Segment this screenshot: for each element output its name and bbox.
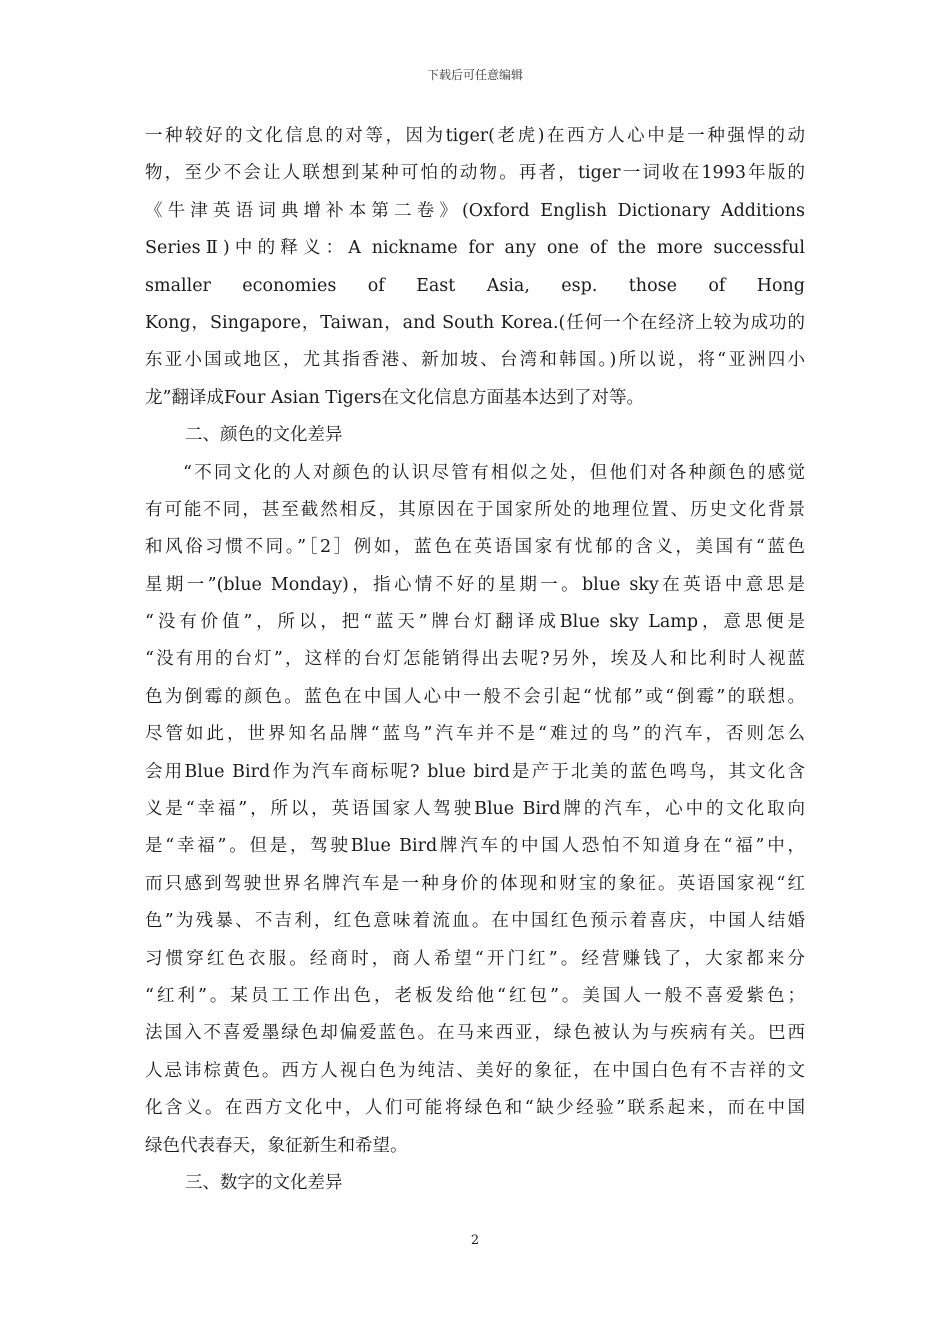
text-line: 《牛津英语词典增补本第二卷》(Oxford English Dictionary Additions: [145, 200, 805, 221]
text-line: 龙”翻译成Four Asian Tigers在文化信息方面基本达到了对等。: [145, 387, 645, 408]
text-line: SeriesⅡ)中的释义：A nickname for any one of the more successful: [145, 238, 805, 259]
text-line: 物，至少不会让人联想到某种可怕的动物。再者，tiger一词收在1993年版的: [145, 163, 805, 184]
section-heading: 三、数字的文化差异: [185, 1172, 343, 1193]
text-line: 会用Blue Bird作为汽车商标呢? blue bird是产于北美的蓝色鸣鸟，其文化含: [145, 761, 805, 782]
page-number: 2: [470, 1233, 480, 1248]
text-line: 有可能不同，甚至截然相反，其原因在于国家所处的地理位置、历史文化背景: [145, 499, 805, 520]
section-heading: 二、颜色的文化差异: [185, 425, 343, 446]
text-line: 化含义。在西方文化中，人们可能将绿色和“缺少经验”联系起来，而在中国: [145, 1098, 805, 1119]
text-line: 星期一”(blue Monday)，指心情不好的星期一。blue sky在英语中意思是: [145, 574, 805, 595]
page-header: 下载后可任意编辑: [426, 68, 523, 82]
text-line: 一种较好的文化信息的对等，因为tiger(老虎)在西方人心中是一种强悍的动: [145, 126, 805, 146]
text-line: smaller economies of East Asia, esp. those of Hong: [145, 275, 805, 296]
text-line: “不同文化的人对颜色的认识尽管有相似之处，但他们对各种颜色的感觉: [183, 462, 805, 483]
body-text: [145, 118, 805, 1202]
text-line: 法国入不喜爱墨绿色却偏爱蓝色。在马来西亚，绿色被认为与疾病有关。巴西: [145, 1023, 805, 1044]
text-line: “没有价值”，所以，把“蓝天”牌台灯翻译成Blue sky Lamp，意思便是: [145, 612, 805, 633]
text-line: 义是“幸福”，所以，英语国家人驾驶Blue Bird牌的汽车，心中的文化取向: [145, 799, 805, 820]
text-line: 习惯穿红色衣服。经商时，商人希望“开门红”。经营赚钱了，大家都来分: [145, 948, 805, 969]
text-line: 绿色代表春天，象征新生和希望。: [145, 1135, 408, 1156]
text-line: 色”为残暴、不吉利，红色意味着流血。在中国红色预示着喜庆，中国人结婚: [145, 911, 805, 932]
text-line: 尽管如此，世界知名品牌“蓝鸟”汽车并不是“难过的鸟”的汽车，否则怎么: [145, 724, 805, 745]
text-line: 东亚小国或地区，尤其指香港、新加坡、台湾和韩国。)所以说，将“亚洲四小: [145, 350, 805, 371]
text-line: 人忌讳棕黄色。西方人视白色为纯洁、美好的象征，在中国白色有不吉祥的文: [145, 1060, 805, 1081]
text-line: 和风俗习惯不同。”［2］例如，蓝色在英语国家有忧郁的含义，美国有“蓝色: [145, 537, 805, 558]
text-line: 是“幸福”。但是，驾驶Blue Bird牌汽车的中国人恐怕不知道身在“福”中，: [145, 836, 805, 857]
text-line: “红利”。某员工工作出色，老板发给他“红包”。美国人一般不喜爱紫色；: [145, 985, 805, 1006]
text-line: 色为倒霉的颜色。蓝色在中国人心中一般不会引起“忧郁”或“倒霉”的联想。: [145, 686, 805, 707]
text-line: Kong，Singapore，Taiwan，and South Korea.(任何一个在经济上较为成功的: [145, 312, 805, 333]
text-line: “没有用的台灯”，这样的台灯怎能销得出去呢?另外，埃及人和比利时人视蓝: [145, 649, 805, 670]
text-line: 而只感到驾驶世界名牌汽车是一种身价的体现和财宝的象征。英语国家视“红: [145, 873, 805, 894]
